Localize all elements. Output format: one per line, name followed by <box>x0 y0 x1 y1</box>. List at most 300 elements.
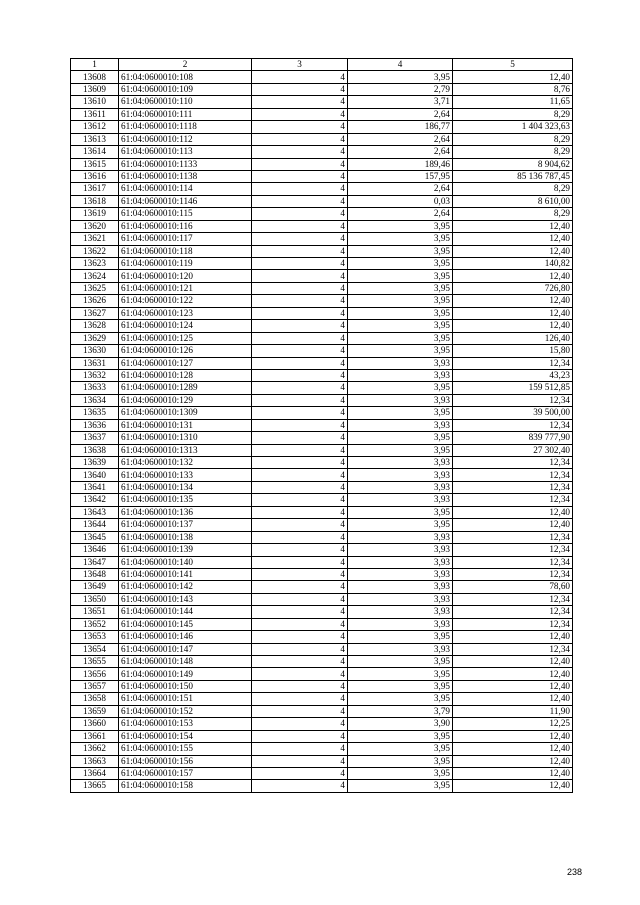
row-number: 13624 <box>71 270 119 282</box>
col-4-value: 2,64 <box>348 208 453 220</box>
table-row <box>71 133 573 145</box>
col-3-value: 4 <box>252 494 348 506</box>
row-number: 13642 <box>71 494 119 506</box>
col-5-value: 12,40 <box>453 730 573 742</box>
col-4-value: 2,64 <box>348 183 453 195</box>
cadastral-number: 61:04:0600010:124 <box>119 320 252 332</box>
row-number: 13609 <box>71 83 119 95</box>
col-5-value: 12,34 <box>453 357 573 369</box>
cadastral-number: 61:04:0600010:155 <box>119 743 252 755</box>
cadastral-number: 61:04:0600010:129 <box>119 394 252 406</box>
col-5-value: 8,29 <box>453 183 573 195</box>
col-3-value: 4 <box>252 96 348 108</box>
col-3-value: 4 <box>252 693 348 705</box>
table-row <box>71 307 573 319</box>
table-row <box>71 245 573 257</box>
col-5-value: 12,40 <box>453 245 573 257</box>
col-3-value: 4 <box>252 656 348 668</box>
cadastral-number: 61:04:0600010:112 <box>119 133 252 145</box>
col-4-value: 3,95 <box>348 233 453 245</box>
header-col-3: 3 <box>252 59 348 71</box>
col-3-value: 4 <box>252 419 348 431</box>
col-4-value: 3,95 <box>348 780 453 792</box>
col-5-value: 12,40 <box>453 71 573 83</box>
registry-table <box>70 58 573 793</box>
table-row <box>71 121 573 133</box>
row-number: 13619 <box>71 208 119 220</box>
col-3-value: 4 <box>252 71 348 83</box>
table-row <box>71 693 573 705</box>
col-3-value: 4 <box>252 481 348 493</box>
row-number: 13617 <box>71 183 119 195</box>
row-number: 13620 <box>71 220 119 232</box>
cadastral-number: 61:04:0600010:1313 <box>119 444 252 456</box>
col-3-value: 4 <box>252 369 348 381</box>
col-3-value: 4 <box>252 183 348 195</box>
cadastral-number: 61:04:0600010:116 <box>119 220 252 232</box>
cadastral-number: 61:04:0600010:120 <box>119 270 252 282</box>
cadastral-number: 61:04:0600010:123 <box>119 307 252 319</box>
col-5-value: 12,25 <box>453 718 573 730</box>
row-number: 13629 <box>71 332 119 344</box>
col-4-value: 3,95 <box>348 668 453 680</box>
cadastral-number: 61:04:0600010:153 <box>119 718 252 730</box>
table-row <box>71 544 573 556</box>
col-3-value: 4 <box>252 108 348 120</box>
col-3-value: 4 <box>252 258 348 270</box>
table-row <box>71 320 573 332</box>
col-5-value: 8,29 <box>453 146 573 158</box>
row-number: 13647 <box>71 556 119 568</box>
table-row <box>71 407 573 419</box>
col-5-value: 12,40 <box>453 656 573 668</box>
col-5-value: 159 512,85 <box>453 382 573 394</box>
col-4-value: 2,64 <box>348 108 453 120</box>
col-4-value: 3,93 <box>348 369 453 381</box>
table-row <box>71 71 573 83</box>
col-4-value: 3,93 <box>348 357 453 369</box>
col-3-value: 4 <box>252 195 348 207</box>
col-3-value: 4 <box>252 295 348 307</box>
cadastral-number: 61:04:0600010:139 <box>119 544 252 556</box>
col-5-value: 8,76 <box>453 83 573 95</box>
col-4-value: 3,95 <box>348 631 453 643</box>
row-number: 13641 <box>71 481 119 493</box>
table-row <box>71 108 573 120</box>
col-4-value: 3,95 <box>348 245 453 257</box>
col-3-value: 4 <box>252 680 348 692</box>
cadastral-number: 61:04:0600010:146 <box>119 631 252 643</box>
cadastral-number: 61:04:0600010:111 <box>119 108 252 120</box>
cadastral-number: 61:04:0600010:156 <box>119 755 252 767</box>
cadastral-number: 61:04:0600010:152 <box>119 705 252 717</box>
col-3-value: 4 <box>252 146 348 158</box>
col-4-value: 3,95 <box>348 332 453 344</box>
row-number: 13613 <box>71 133 119 145</box>
col-5-value: 27 302,40 <box>453 444 573 456</box>
col-4-value: 2,64 <box>348 146 453 158</box>
col-3-value: 4 <box>252 593 348 605</box>
table-row <box>71 295 573 307</box>
table-row <box>71 270 573 282</box>
col-3-value: 4 <box>252 170 348 182</box>
col-4-value: 3,95 <box>348 220 453 232</box>
col-4-value: 3,93 <box>348 581 453 593</box>
row-number: 13665 <box>71 780 119 792</box>
row-number: 13663 <box>71 755 119 767</box>
row-number: 13648 <box>71 568 119 580</box>
row-number: 13644 <box>71 519 119 531</box>
col-5-value: 12,40 <box>453 780 573 792</box>
row-number: 13662 <box>71 743 119 755</box>
cadastral-number: 61:04:0600010:122 <box>119 295 252 307</box>
row-number: 13625 <box>71 282 119 294</box>
col-4-value: 3,95 <box>348 743 453 755</box>
table-row <box>71 680 573 692</box>
table-row <box>71 556 573 568</box>
col-5-value: 12,40 <box>453 668 573 680</box>
col-3-value: 4 <box>252 320 348 332</box>
table-row <box>71 631 573 643</box>
row-number: 13612 <box>71 121 119 133</box>
row-number: 13622 <box>71 245 119 257</box>
row-number: 13636 <box>71 419 119 431</box>
col-3-value: 4 <box>252 457 348 469</box>
col-5-value: 12,40 <box>453 307 573 319</box>
col-5-value: 12,34 <box>453 606 573 618</box>
col-4-value: 157,95 <box>348 170 453 182</box>
col-3-value: 4 <box>252 743 348 755</box>
row-number: 13621 <box>71 233 119 245</box>
cadastral-number: 61:04:0600010:109 <box>119 83 252 95</box>
row-number: 13646 <box>71 544 119 556</box>
row-number: 13631 <box>71 357 119 369</box>
table-row <box>71 767 573 779</box>
cadastral-number: 61:04:0600010:113 <box>119 146 252 158</box>
col-4-value: 3,95 <box>348 730 453 742</box>
col-5-value: 12,40 <box>453 680 573 692</box>
col-5-value: 12,34 <box>453 643 573 655</box>
cadastral-number: 61:04:0600010:1146 <box>119 195 252 207</box>
col-5-value: 39 500,00 <box>453 407 573 419</box>
col-3-value: 4 <box>252 531 348 543</box>
col-4-value: 3,95 <box>348 680 453 692</box>
col-5-value: 12,40 <box>453 233 573 245</box>
col-4-value: 3,95 <box>348 307 453 319</box>
col-5-value: 12,40 <box>453 519 573 531</box>
col-5-value: 126,40 <box>453 332 573 344</box>
col-5-value: 12,40 <box>453 631 573 643</box>
col-5-value: 11,90 <box>453 705 573 717</box>
cadastral-number: 61:04:0600010:148 <box>119 656 252 668</box>
row-number: 13614 <box>71 146 119 158</box>
col-4-value: 3,93 <box>348 481 453 493</box>
cadastral-number: 61:04:0600010:118 <box>119 245 252 257</box>
cadastral-number: 61:04:0600010:1310 <box>119 432 252 444</box>
row-number: 13651 <box>71 606 119 618</box>
col-5-value: 839 777,90 <box>453 432 573 444</box>
col-4-value: 3,95 <box>348 320 453 332</box>
cadastral-number: 61:04:0600010:127 <box>119 357 252 369</box>
header-row <box>71 59 573 71</box>
col-4-value: 3,95 <box>348 270 453 282</box>
row-number: 13652 <box>71 618 119 630</box>
col-4-value: 3,95 <box>348 755 453 767</box>
col-3-value: 4 <box>252 556 348 568</box>
col-4-value: 3,93 <box>348 494 453 506</box>
col-3-value: 4 <box>252 606 348 618</box>
col-4-value: 2,79 <box>348 83 453 95</box>
row-number: 13634 <box>71 394 119 406</box>
col-5-value: 78,60 <box>453 581 573 593</box>
col-5-value: 8,29 <box>453 133 573 145</box>
col-5-value: 8 610,00 <box>453 195 573 207</box>
col-3-value: 4 <box>252 767 348 779</box>
table-row <box>71 606 573 618</box>
table-row <box>71 743 573 755</box>
col-3-value: 4 <box>252 121 348 133</box>
table-row <box>71 220 573 232</box>
row-number: 13653 <box>71 631 119 643</box>
row-number: 13643 <box>71 506 119 518</box>
col-3-value: 4 <box>252 233 348 245</box>
table-row <box>71 780 573 792</box>
col-4-value: 3,79 <box>348 705 453 717</box>
col-3-value: 4 <box>252 270 348 282</box>
col-4-value: 3,95 <box>348 693 453 705</box>
cadastral-number: 61:04:0600010:145 <box>119 618 252 630</box>
page-number: 238 <box>566 867 582 877</box>
cadastral-number: 61:04:0600010:143 <box>119 593 252 605</box>
cadastral-number: 61:04:0600010:149 <box>119 668 252 680</box>
table-header <box>71 59 573 71</box>
cadastral-number: 61:04:0600010:140 <box>119 556 252 568</box>
col-3-value: 4 <box>252 357 348 369</box>
row-number: 13615 <box>71 158 119 170</box>
col-3-value: 4 <box>252 407 348 419</box>
col-4-value: 3,95 <box>348 767 453 779</box>
row-number: 13623 <box>71 258 119 270</box>
cadastral-number: 61:04:0600010:125 <box>119 332 252 344</box>
row-number: 13635 <box>71 407 119 419</box>
col-5-value: 12,34 <box>453 419 573 431</box>
col-5-value: 12,34 <box>453 457 573 469</box>
cadastral-number: 61:04:0600010:1138 <box>119 170 252 182</box>
col-3-value: 4 <box>252 469 348 481</box>
row-number: 13632 <box>71 369 119 381</box>
table-row <box>71 519 573 531</box>
table-row <box>71 233 573 245</box>
col-3-value: 4 <box>252 718 348 730</box>
row-number: 13658 <box>71 693 119 705</box>
cadastral-number: 61:04:0600010:108 <box>119 71 252 83</box>
col-4-value: 3,93 <box>348 556 453 568</box>
row-number: 13633 <box>71 382 119 394</box>
col-5-value: 12,34 <box>453 556 573 568</box>
table-row <box>71 170 573 182</box>
row-number: 13627 <box>71 307 119 319</box>
row-number: 13655 <box>71 656 119 668</box>
col-5-value: 726,80 <box>453 282 573 294</box>
cadastral-number: 61:04:0600010:1118 <box>119 121 252 133</box>
cadastral-number: 61:04:0600010:128 <box>119 369 252 381</box>
row-number: 13639 <box>71 457 119 469</box>
col-3-value: 4 <box>252 631 348 643</box>
col-5-value: 12,40 <box>453 743 573 755</box>
table-row <box>71 668 573 680</box>
col-4-value: 3,95 <box>348 656 453 668</box>
row-number: 13654 <box>71 643 119 655</box>
table-row <box>71 96 573 108</box>
table-row <box>71 83 573 95</box>
col-3-value: 4 <box>252 568 348 580</box>
row-number: 13610 <box>71 96 119 108</box>
col-3-value: 4 <box>252 208 348 220</box>
cadastral-number: 61:04:0600010:1133 <box>119 158 252 170</box>
col-4-value: 3,95 <box>348 382 453 394</box>
col-4-value: 3,93 <box>348 568 453 580</box>
row-number: 13640 <box>71 469 119 481</box>
col-5-value: 8 904,62 <box>453 158 573 170</box>
table-row <box>71 457 573 469</box>
row-number: 13638 <box>71 444 119 456</box>
cadastral-number: 61:04:0600010:1289 <box>119 382 252 394</box>
table-row <box>71 345 573 357</box>
cadastral-number: 61:04:0600010:115 <box>119 208 252 220</box>
col-4-value: 3,93 <box>348 457 453 469</box>
table-row <box>71 531 573 543</box>
table-row <box>71 394 573 406</box>
table-row <box>71 432 573 444</box>
cadastral-number: 61:04:0600010:154 <box>119 730 252 742</box>
row-number: 13626 <box>71 295 119 307</box>
col-3-value: 4 <box>252 394 348 406</box>
table-row <box>71 419 573 431</box>
col-4-value: 3,93 <box>348 643 453 655</box>
col-3-value: 4 <box>252 730 348 742</box>
cadastral-number: 61:04:0600010:126 <box>119 345 252 357</box>
cadastral-number: 61:04:0600010:121 <box>119 282 252 294</box>
col-5-value: 12,34 <box>453 593 573 605</box>
col-4-value: 3,93 <box>348 618 453 630</box>
col-3-value: 4 <box>252 618 348 630</box>
cadastral-number: 61:04:0600010:114 <box>119 183 252 195</box>
col-3-value: 4 <box>252 581 348 593</box>
row-number: 13616 <box>71 170 119 182</box>
table-row <box>71 444 573 456</box>
cadastral-number: 61:04:0600010:147 <box>119 643 252 655</box>
cadastral-number: 61:04:0600010:142 <box>119 581 252 593</box>
table-row <box>71 369 573 381</box>
col-5-value: 12,40 <box>453 320 573 332</box>
col-3-value: 4 <box>252 755 348 767</box>
table-row <box>71 481 573 493</box>
col-5-value: 1 404 323,63 <box>453 121 573 133</box>
col-3-value: 4 <box>252 643 348 655</box>
table-row <box>71 718 573 730</box>
col-4-value: 3,93 <box>348 544 453 556</box>
row-number: 13664 <box>71 767 119 779</box>
col-4-value: 3,95 <box>348 432 453 444</box>
col-4-value: 3,95 <box>348 71 453 83</box>
col-4-value: 3,90 <box>348 718 453 730</box>
col-3-value: 4 <box>252 220 348 232</box>
col-4-value: 3,95 <box>348 519 453 531</box>
cadastral-number: 61:04:0600010:157 <box>119 767 252 779</box>
table-row <box>71 506 573 518</box>
col-4-value: 3,93 <box>348 531 453 543</box>
col-5-value: 43,23 <box>453 369 573 381</box>
cadastral-number: 61:04:0600010:137 <box>119 519 252 531</box>
cadastral-number: 61:04:0600010:136 <box>119 506 252 518</box>
col-3-value: 4 <box>252 133 348 145</box>
col-5-value: 12,34 <box>453 481 573 493</box>
row-number: 13650 <box>71 593 119 605</box>
col-3-value: 4 <box>252 307 348 319</box>
col-3-value: 4 <box>252 668 348 680</box>
cadastral-number: 61:04:0600010:138 <box>119 531 252 543</box>
cadastral-number: 61:04:0600010:134 <box>119 481 252 493</box>
col-5-value: 8,29 <box>453 108 573 120</box>
table-row <box>71 643 573 655</box>
col-5-value: 8,29 <box>453 208 573 220</box>
table-row <box>71 382 573 394</box>
table-row <box>71 618 573 630</box>
table-row <box>71 332 573 344</box>
col-4-value: 3,95 <box>348 506 453 518</box>
row-number: 13661 <box>71 730 119 742</box>
table-row <box>71 183 573 195</box>
row-number: 13660 <box>71 718 119 730</box>
table-row <box>71 568 573 580</box>
col-4-value: 3,95 <box>348 407 453 419</box>
table-body <box>71 71 573 792</box>
col-3-value: 4 <box>252 780 348 792</box>
col-4-value: 3,95 <box>348 258 453 270</box>
cadastral-number: 61:04:0600010:117 <box>119 233 252 245</box>
header-col-1: 1 <box>71 59 119 71</box>
col-3-value: 4 <box>252 245 348 257</box>
table-row <box>71 282 573 294</box>
header-col-2: 2 <box>119 59 252 71</box>
table-row <box>71 494 573 506</box>
table-row <box>71 146 573 158</box>
col-5-value: 12,34 <box>453 531 573 543</box>
row-number: 13618 <box>71 195 119 207</box>
col-5-value: 85 136 787,45 <box>453 170 573 182</box>
cadastral-number: 61:04:0600010:141 <box>119 568 252 580</box>
col-5-value: 12,40 <box>453 693 573 705</box>
col-5-value: 12,40 <box>453 755 573 767</box>
col-3-value: 4 <box>252 83 348 95</box>
header-col-5: 5 <box>453 59 573 71</box>
col-5-value: 12,40 <box>453 295 573 307</box>
col-3-value: 4 <box>252 705 348 717</box>
col-3-value: 4 <box>252 506 348 518</box>
col-3-value: 4 <box>252 519 348 531</box>
cadastral-number: 61:04:0600010:151 <box>119 693 252 705</box>
row-number: 13628 <box>71 320 119 332</box>
cadastral-number: 61:04:0600010:135 <box>119 494 252 506</box>
col-5-value: 140,82 <box>453 258 573 270</box>
table-row <box>71 755 573 767</box>
table-row <box>71 208 573 220</box>
col-3-value: 4 <box>252 158 348 170</box>
cadastral-number: 61:04:0600010:119 <box>119 258 252 270</box>
col-5-value: 12,34 <box>453 494 573 506</box>
col-3-value: 4 <box>252 282 348 294</box>
col-3-value: 4 <box>252 444 348 456</box>
